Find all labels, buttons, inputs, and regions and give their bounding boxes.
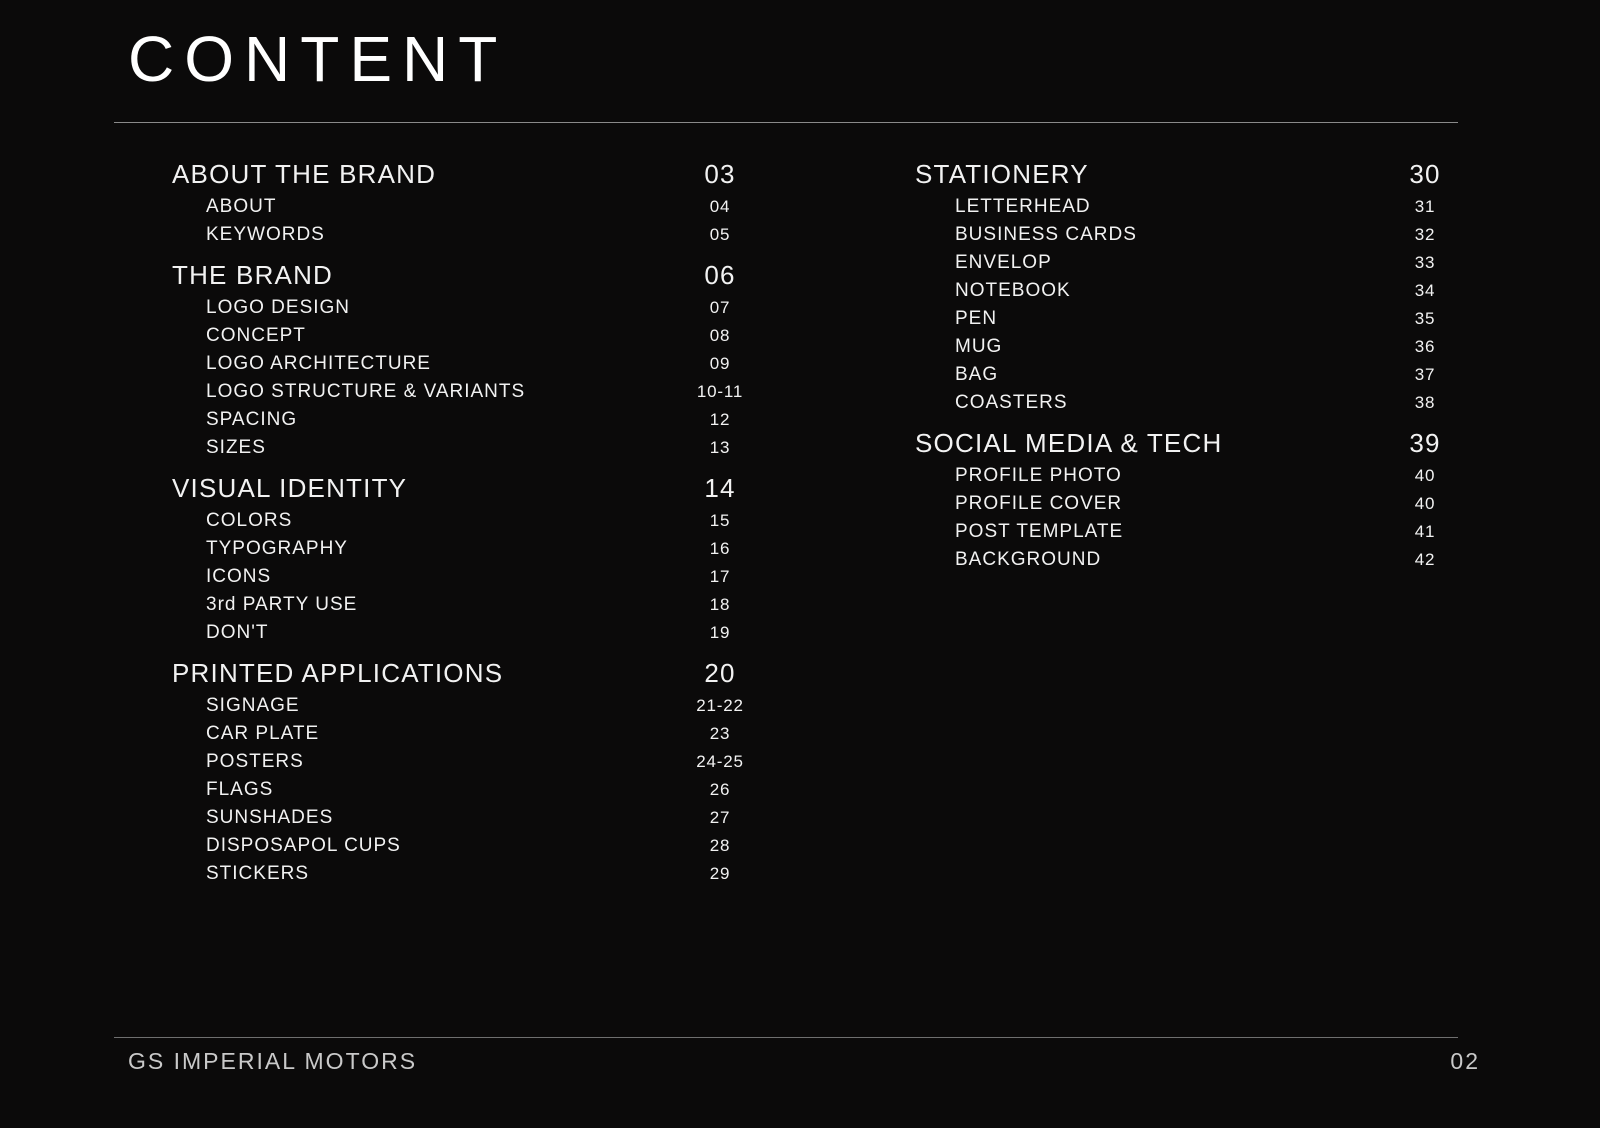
toc-page-number: 35 — [1414, 309, 1436, 328]
toc-page-number: 39 — [1409, 428, 1441, 458]
toc-page-number: 21-22 — [696, 696, 744, 715]
toc-item-row[interactable] — [885, 224, 1600, 246]
toc-item-label: LOGO ARCHITECTURE — [206, 353, 431, 374]
toc-item-label: NOTEBOOK — [955, 280, 1071, 301]
toc-item-label: MUG — [955, 336, 1003, 357]
toc-section-label: THE BRAND — [172, 260, 334, 290]
toc-page-number: 28 — [709, 836, 731, 855]
toc-page-number: 38 — [1414, 393, 1436, 412]
toc-section-row[interactable] — [140, 658, 855, 689]
toc-item-label: POST TEMPLATE — [955, 521, 1124, 542]
toc-page-number: 12 — [709, 410, 731, 429]
toc-item-label: KEYWORDS — [206, 224, 325, 245]
toc-columns — [0, 145, 1600, 885]
toc-section-row[interactable] — [140, 473, 855, 504]
toc-item-label: PROFILE COVER — [955, 493, 1123, 514]
toc-page-number: 31 — [1414, 197, 1436, 216]
toc-page-number: 18 — [709, 595, 731, 614]
footer-divider — [114, 1037, 1458, 1038]
toc-item-row[interactable] — [140, 196, 855, 218]
toc-item-row[interactable] — [140, 409, 855, 431]
toc-item-row[interactable] — [885, 465, 1600, 487]
toc-item-label: PROFILE PHOTO — [955, 465, 1122, 486]
header-divider — [114, 122, 1458, 123]
toc-item-label: DON'T — [206, 622, 269, 643]
toc-page-number: 27 — [709, 808, 731, 827]
toc-section-row[interactable] — [140, 260, 855, 291]
toc-page-number: 24-25 — [696, 752, 744, 771]
toc-item-row[interactable] — [140, 863, 855, 885]
toc-page-number: 30 — [1409, 159, 1441, 189]
toc-item-label: SUNSHADES — [206, 807, 334, 828]
toc-item-label: ICONS — [206, 566, 272, 587]
toc-item-label: BAG — [955, 364, 999, 385]
toc-item-row[interactable] — [140, 381, 855, 403]
toc-page-number: 13 — [709, 438, 731, 457]
toc-page-number: 41 — [1414, 522, 1436, 541]
toc-page-number: 16 — [709, 539, 731, 558]
toc-item-row[interactable] — [140, 594, 855, 616]
toc-page-number: 20 — [704, 658, 736, 688]
toc-item-label: TYPOGRAPHY — [206, 538, 348, 559]
toc-item-row[interactable] — [140, 538, 855, 560]
toc-section-label: PRINTED APPLICATIONS — [172, 658, 504, 688]
toc-item-row[interactable] — [885, 308, 1600, 330]
toc-item-row[interactable] — [885, 364, 1600, 386]
toc-item-row[interactable] — [140, 224, 855, 246]
toc-page-number: 40 — [1414, 494, 1436, 513]
toc-item-label: LOGO STRUCTURE & VARIANTS — [206, 381, 526, 402]
toc-page-number: 14 — [704, 473, 736, 503]
toc-section-row[interactable] — [140, 159, 855, 190]
toc-item-label: PEN — [955, 308, 998, 329]
toc-page-number: 23 — [709, 724, 731, 743]
toc-page-number: 42 — [1414, 550, 1436, 569]
toc-item-row[interactable] — [140, 622, 855, 644]
toc-page-number: 34 — [1414, 281, 1436, 300]
toc-page-number: 17 — [709, 567, 731, 586]
toc-item-row[interactable] — [885, 549, 1600, 571]
toc-section-label: ABOUT THE BRAND — [172, 159, 437, 189]
toc-item-label: FLAGS — [206, 779, 274, 800]
toc-item-row[interactable] — [885, 336, 1600, 358]
toc-section-label: STATIONERY — [915, 159, 1089, 189]
footer-brand: GS IMPERIAL MOTORS — [128, 1048, 418, 1074]
toc-item-label: ABOUT — [206, 196, 277, 217]
toc-page-number: 09 — [709, 354, 731, 373]
toc-item-label: SIZES — [206, 437, 266, 458]
toc-item-label: BUSINESS CARDS — [955, 224, 1137, 245]
footer-page-number: 02 — [1450, 1048, 1480, 1074]
toc-item-row[interactable] — [140, 566, 855, 588]
toc-item-row[interactable] — [140, 510, 855, 532]
toc-page-number: 26 — [709, 780, 731, 799]
toc-item-label: LETTERHEAD — [955, 196, 1091, 217]
toc-item-row[interactable] — [140, 751, 855, 773]
toc-item-row[interactable] — [140, 353, 855, 375]
toc-page-number: 06 — [704, 260, 736, 290]
toc-page-number: 29 — [709, 864, 731, 883]
toc-section-label: SOCIAL MEDIA & TECH — [915, 428, 1223, 458]
toc-item-row[interactable] — [885, 493, 1600, 515]
toc-item-row[interactable] — [885, 196, 1600, 218]
toc-page-number: 08 — [709, 326, 731, 345]
toc-item-label: SIGNAGE — [206, 695, 300, 716]
toc-item-label: DISPOSAPOL CUPS — [206, 835, 401, 856]
toc-item-row[interactable] — [140, 835, 855, 857]
toc-section-row[interactable] — [885, 428, 1600, 459]
toc-item-label: COASTERS — [955, 392, 1068, 413]
toc-page-number: 32 — [1414, 225, 1436, 244]
toc-item-label: LOGO DESIGN — [206, 297, 351, 318]
toc-item-label: CONCEPT — [206, 325, 306, 346]
toc-page-number: 15 — [709, 511, 731, 530]
toc-item-label: BACKGROUND — [955, 549, 1102, 570]
toc-item-row[interactable] — [885, 392, 1600, 414]
toc-item-row[interactable] — [885, 521, 1600, 543]
toc-item-row[interactable] — [140, 779, 855, 801]
toc-item-row[interactable] — [140, 807, 855, 829]
page-title: CONTENT — [128, 23, 508, 95]
toc-page-number: 04 — [709, 197, 731, 216]
toc-page-number: 36 — [1414, 337, 1436, 356]
toc-page-number: 03 — [704, 159, 736, 189]
toc-page-number: 07 — [709, 298, 731, 317]
toc-item-label: STICKERS — [206, 863, 310, 884]
toc-page-number: 40 — [1414, 466, 1436, 485]
toc-item-row[interactable] — [140, 695, 855, 717]
toc-section-row[interactable] — [885, 159, 1600, 190]
toc-item-label: 3rd PARTY USE — [206, 594, 358, 615]
toc-item-label: POSTERS — [206, 751, 304, 772]
toc-item-label: ENVELOP — [955, 252, 1052, 273]
toc-item-label: CAR PLATE — [206, 723, 320, 744]
toc-section-label: VISUAL IDENTITY — [172, 473, 408, 503]
toc-item-row[interactable] — [140, 723, 855, 745]
toc-page-number: 05 — [709, 225, 731, 244]
toc-item-row[interactable] — [885, 252, 1600, 274]
toc-page-number: 19 — [709, 623, 731, 642]
toc-item-row[interactable] — [885, 280, 1600, 302]
toc-item-label: COLORS — [206, 510, 293, 531]
toc-page-number: 10-11 — [696, 382, 744, 401]
toc-item-row[interactable] — [140, 297, 855, 319]
toc-page-number: 37 — [1414, 365, 1436, 384]
toc-page-number: 33 — [1414, 253, 1436, 272]
toc-column-right — [885, 145, 1600, 885]
toc-item-label: SPACING — [206, 409, 298, 430]
toc-item-row[interactable] — [140, 437, 855, 459]
toc-column-left — [140, 145, 855, 885]
toc-item-row[interactable] — [140, 325, 855, 347]
